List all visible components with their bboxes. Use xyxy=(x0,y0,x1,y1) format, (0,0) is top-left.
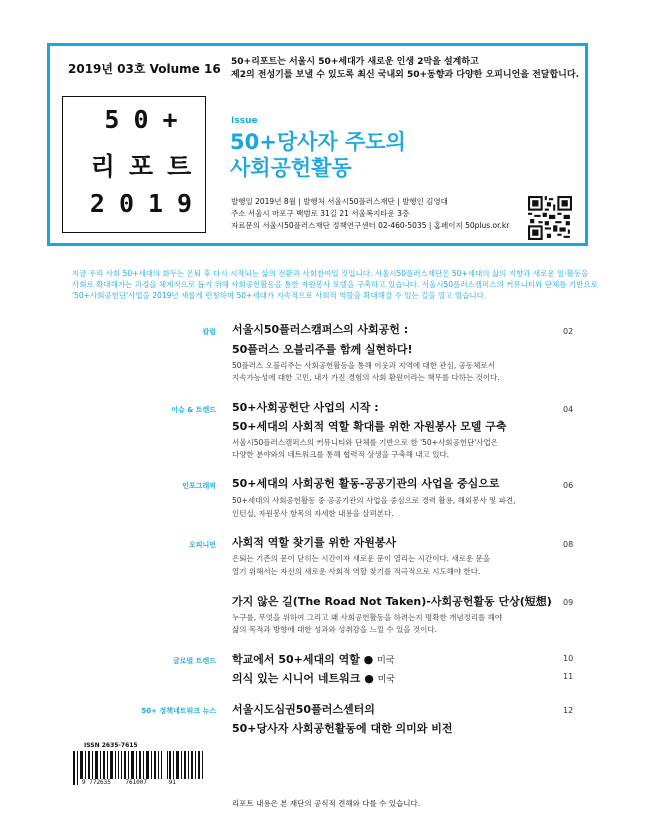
toc-title[interactable]: 서울시도심권50플러스센터의 xyxy=(232,703,375,716)
toc-title[interactable]: 50+사회공헌단 사업의 시작 : xyxy=(232,401,379,414)
headline-line: 사회공헌활동 xyxy=(230,156,352,180)
publication-info xyxy=(231,196,509,232)
toc-section-label: 인포그래픽 xyxy=(182,482,216,490)
logo-line-2: 리포트 xyxy=(90,152,206,181)
qr-code-icon[interactable] xyxy=(528,196,572,240)
toc-page-number: 11 xyxy=(563,672,574,681)
toc-page-number: 09 xyxy=(563,598,574,607)
toc-title[interactable]: 사회적 역할 찾기를 위한 자원봉사 xyxy=(232,536,397,549)
toc-title[interactable] xyxy=(232,651,395,670)
toc-title[interactable]: 50+세대의 사회적 역할 확대를 위한 자원봉사 모델 구축 xyxy=(232,420,507,433)
bullet-icon: ● xyxy=(364,672,374,685)
barcode-digits: 9 772635 761007 91 xyxy=(82,779,176,786)
publication-line: 발행일 2019년 8월 | 발행처 서울시50플러스재단 | 발행인 김영대 xyxy=(231,197,448,206)
blurb-line: 지금 우리 사회 50+세대의 화두는 은퇴 후 다시 시작되는 삶의 전환과 사회참여일 것입니다. 서울시50플러스재단은 50+세대의 삶의 지향과 새로운 일·활동을 xyxy=(72,269,589,278)
bullet-icon: ● xyxy=(363,653,374,666)
toc-title-text: 학교에서 50+세대의 역할 xyxy=(232,653,360,666)
blurb-line: '50+사회공헌단'사업을 2019년 새롭게 런칭하며 50+세대가 지속적으로 사회적 역할을 확대해갈 수 있는 길을 열고 있습니다. xyxy=(72,291,487,300)
toc-section-label: 이슈 & 트렌드 xyxy=(171,406,216,414)
headline-line: 50+당사자 주도의 xyxy=(230,130,406,154)
toc-desc: 50+세대의 사회공헌활동 중 공공기관의 사업을 중심으로 경력 활용, 해외봉사 및 파견, xyxy=(232,496,516,505)
blurb-line: 사회로 확대해가는 과정을 체계적으로 돕기 위해 사회공헌활동을 통한 자원봉사 모델을 구축하고 있습니다. 서울시50플러스캠퍼스의 커뮤니티와 단체를 기반으로 xyxy=(72,280,598,289)
report-logo xyxy=(62,96,206,233)
toc-desc: 삶의 목적과 방향에 대한 성과와 성취감을 느낄 수 있을 것이다. xyxy=(232,625,437,634)
toc-desc: 인턴십, 자원봉사 항목의 자세한 내용을 살펴본다. xyxy=(232,509,394,518)
toc-page-number: 08 xyxy=(563,540,574,549)
toc-page-number: 04 xyxy=(563,405,574,414)
toc-page-number: 06 xyxy=(563,481,574,490)
toc-title[interactable] xyxy=(232,670,395,689)
intro-line: 제2의 전성기를 보낼 수 있도록 최신 국내외 50+동향과 다양한 오피니언을 전달합니다. xyxy=(231,70,579,80)
publication-line: 자료문의 서울시50플러스재단 정책연구센터 02-460-5035 | 홈페이지 50plus.or.kr xyxy=(231,221,510,230)
toc-section-label: 칼럼 xyxy=(202,328,216,336)
toc-desc: 누구를, 무엇을 위하여 그리고 왜 사회공헌활동을 하려는지 명확한 개념정리를 해야 xyxy=(232,613,503,622)
logo-line-1: 50+ xyxy=(104,105,192,134)
toc-section-label: 오피니언 xyxy=(188,541,216,549)
issue-number: 2019년 03호 Volume 16 xyxy=(68,62,221,76)
toc-desc: 지속가능성에 대한 고민, 내가 가진 경험의 사회 환원이라는 책무를 다하는 것이다. xyxy=(232,373,500,382)
toc-title[interactable]: 가지 않은 길(The Road Not Taken)-사회공헌활동 단상(短想) xyxy=(232,595,552,608)
issn-label: ISSN 2635-7615 xyxy=(84,742,138,749)
country-tag: 미국 xyxy=(377,675,396,685)
toc-desc: 열기 위해서는 자신의 새로운 사회적 역할 찾기를 적극적으로 시도해야 한다. xyxy=(232,567,481,576)
logo-line-3: 2019 xyxy=(89,189,207,218)
intro-text xyxy=(231,56,579,82)
intro-line: 50+리포트는 서울시 50+세대가 새로운 인생 2막을 설계하고 xyxy=(231,57,479,67)
toc-page-number: 10 xyxy=(563,654,574,663)
toc-desc: 다양한 분야와의 네트워크를 통해 협력적 상생을 구축해 내고 있다. xyxy=(232,450,450,459)
publication-line: 주소 서울시 마포구 백범로 31길 21 서울복지타운 3층 xyxy=(231,209,410,218)
toc-title[interactable]: 50플러스 오블리주를 함께 실현하다! xyxy=(232,343,413,356)
issue-headline xyxy=(230,129,406,181)
toc-desc: 50플러스 오블리주는 사회공헌활동을 통해 이웃과 지역에 대한 관심, 공동체로서 xyxy=(232,361,495,370)
toc-title-text: 의식 있는 시니어 네트워크 xyxy=(232,672,361,685)
toc-desc: 서울시50플러스캠퍼스의 커뮤니티와 단체를 기반으로 한 '50+사회공헌단'사업은 xyxy=(232,438,499,447)
country-tag: 미국 xyxy=(377,656,395,666)
toc-desc: 은퇴는 기존의 문이 닫히는 시간이자 새로운 문이 열리는 시간이다. 새로운 문을 xyxy=(232,554,491,563)
toc-title[interactable]: 50+세대의 사회공헌 활동-공공기관의 사업을 중심으로 xyxy=(232,477,500,490)
toc-section-label: 글로벌 트렌드 xyxy=(172,657,216,665)
toc-title[interactable]: 50+당사자 사회공헌활동에 대한 의미와 비전 xyxy=(232,722,453,735)
toc-page-number: 02 xyxy=(563,327,574,336)
toc-section-label: 50+ 정책네트워크 뉴스 xyxy=(141,707,216,715)
toc-title[interactable]: 서울시50플러스캠퍼스의 사회공헌 : xyxy=(232,323,409,336)
issue-label: Issue xyxy=(231,116,258,126)
disclaimer-note: 리포트 내용은 본 재단의 공식적 견해와 다를 수 있습니다. xyxy=(232,799,421,808)
toc-page-number: 12 xyxy=(563,706,574,715)
intro-blurb xyxy=(72,268,598,301)
